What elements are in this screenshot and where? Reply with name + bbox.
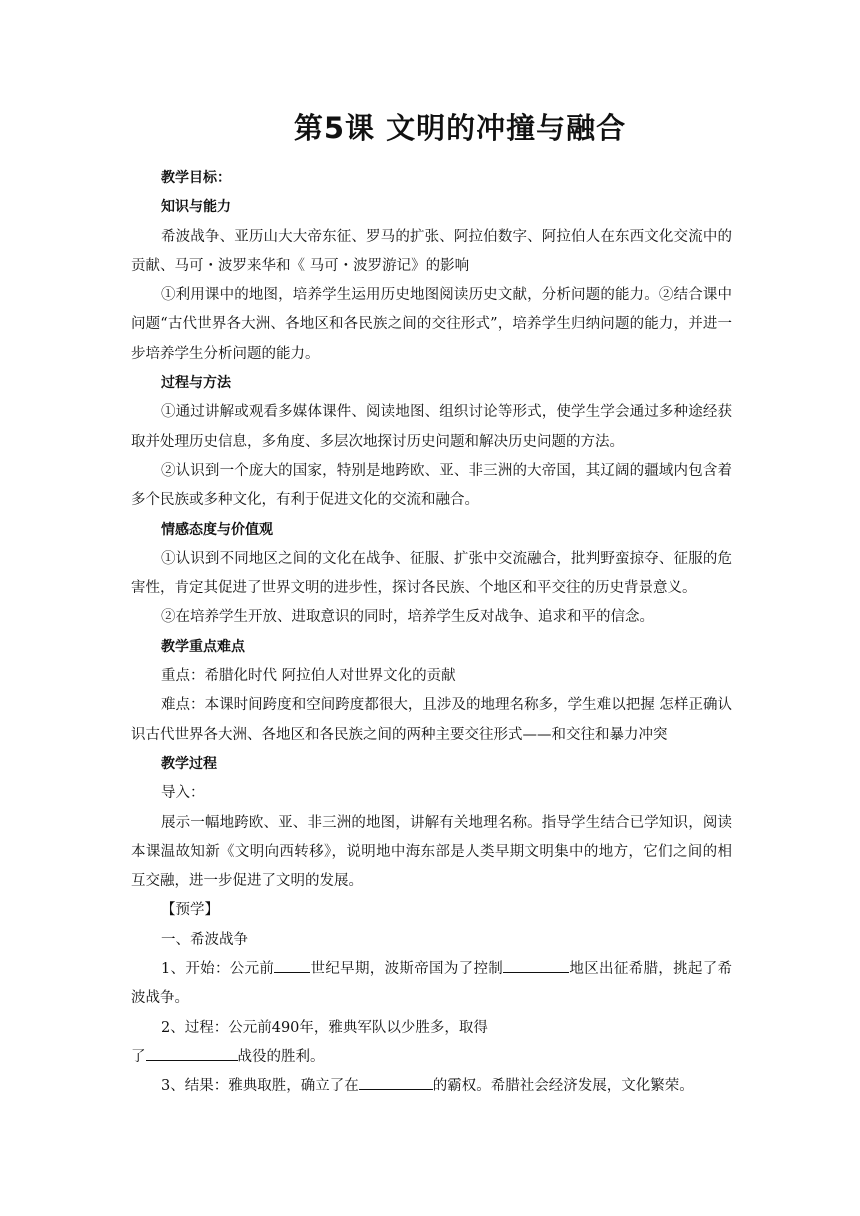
fill-in-blank[interactable]	[274, 956, 310, 973]
intro-label: 导入：	[161, 785, 205, 802]
knowledge-paragraph-2: ①利用课中的地图，培养学生运用历史地图阅读历史文献，分析问题的能力。②结合课中问题“古代世界各大洲、各地区和各民族之间的交往形式”，培养学生归纳问题的能力，并进一步培养学生分析问题的能力。	[131, 287, 732, 362]
item3-text-a: 3、结果：雅典取胜，确立了在	[161, 1078, 359, 1095]
process-paragraph-1: ①通过讲解或观看多媒体课件、阅读地图、组织讨论等形式，使学生学会通过多种途经获取并处理历史信息，多角度、多层次地探讨历史问题和解决历史问题的方法。	[131, 404, 732, 450]
preview-item-2-continued	[131, 1043, 732, 1072]
process-paragraph-2: ②认识到一个庞大的国家，特别是地跨欧、亚、非三洲的大帝国，其辽阔的疆域内包含着多个民族或多种文化，有利于促进文化的交流和融合。	[131, 462, 732, 509]
knowledge-heading: 知识与能力	[161, 199, 231, 216]
objectives-heading: 教学目标：	[161, 170, 231, 186]
document-body	[131, 164, 732, 1102]
item2-text-c: 战役的胜利。	[237, 1048, 325, 1065]
teaching-process-heading: 教学过程	[161, 755, 217, 772]
preview-item-3	[131, 1072, 732, 1101]
item2-text-b: 了	[131, 1048, 146, 1065]
item1-text-b: 世纪早期，波斯帝国为了控制	[310, 961, 504, 978]
emotion-paragraph-2: ②在培养学生开放、进取意识的同时，培养学生反对战争、追求和平的信念。	[161, 609, 654, 626]
emotion-heading: 情感态度与价值观	[161, 521, 273, 538]
focus-paragraph: 重点：希腊化时代 阿拉伯人对世界文化的贡献	[161, 668, 456, 685]
item2-text-a: 2、过程：公元前490年，雅典军队以少胜多，取得	[161, 1019, 488, 1036]
knowledge-paragraph-1: 希波战争、亚历山大大帝东征、罗马的扩张、阿拉伯数字、阿拉伯人在东西文化交流中的贡献、马可・波罗来华和《 马可・波罗游记》的影响	[131, 228, 732, 274]
fill-in-blank[interactable]	[359, 1073, 433, 1090]
preview-item-2	[131, 1014, 732, 1043]
intro-paragraph: 展示一幅地跨欧、亚、非三洲的地图，讲解有关地理名称。指导学生结合已学知识，阅读本课温故知新《文明向西转移》，说明地中海东部是人类早期文明集中的地方，它们之间的相互交融，进一步促进了文明的发展。	[131, 814, 732, 890]
key-points-heading: 教学重点难点	[161, 638, 245, 655]
item1-text-a: 1、开始：公元前	[161, 961, 275, 978]
process-heading: 过程与方法	[161, 375, 231, 392]
fill-in-blank[interactable]	[146, 1044, 238, 1061]
preview-item-1	[131, 955, 732, 1014]
emotion-paragraph-1: ①认识到不同地区之间的文化在战争、征服、扩张中交流融合，批判野蛮掠夺、征服的危害性，肯定其促进了世界文明的进步性，探讨各民族、个地区和平交往的历史背景意义。	[131, 550, 732, 597]
item3-text-b: 的霸权。希腊社会经济发展，文化繁荣。	[432, 1078, 694, 1095]
difficulty-paragraph: 难点：本课时间跨度和空间跨度都很大，且涉及的地理名称多，学生难以把握 怎样正确认识古代世界各大洲、各地区和各民族之间的两种主要交往形式——和交往和暴力冲突	[131, 697, 732, 743]
lesson-title: 第5课 文明的冲撞与融合	[293, 111, 627, 145]
preview-label: 【预学】	[161, 902, 219, 919]
fill-in-blank[interactable]	[503, 956, 569, 973]
item1-text-c: 地区出征希腊，挑起了希波战争。	[131, 961, 732, 1007]
section-heading-greco-persian-wars: 一、希波战争	[161, 931, 248, 948]
